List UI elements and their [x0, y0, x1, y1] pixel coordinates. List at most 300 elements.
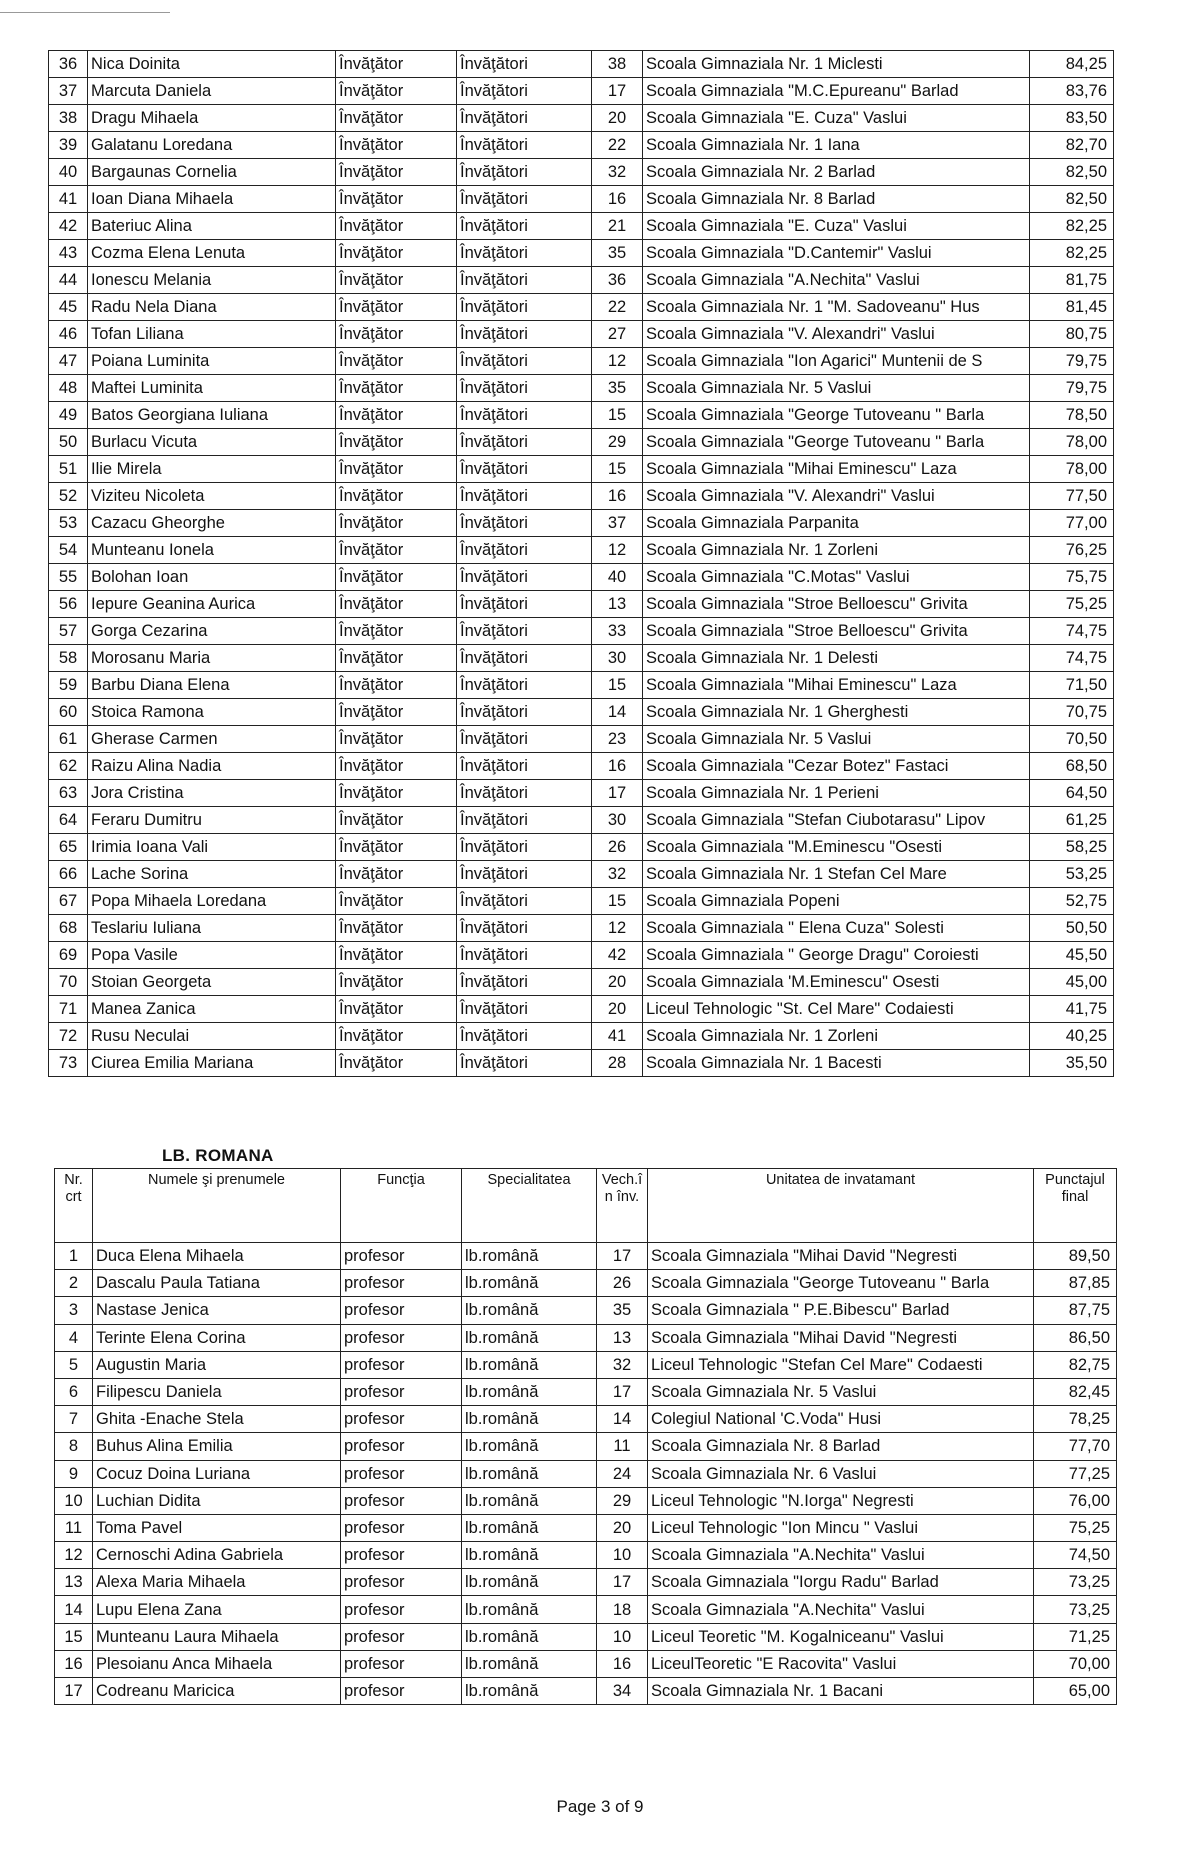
cell-score: 74,50	[1034, 1542, 1117, 1569]
cell-seniority: 35	[597, 1297, 648, 1324]
table-row	[55, 1623, 1117, 1650]
cell-seniority: 20	[592, 969, 643, 996]
cell-name: Tofan Liliana	[88, 321, 336, 348]
table-row	[55, 1351, 1117, 1378]
cell-score: 75,25	[1034, 1514, 1117, 1541]
cell-seniority: 38	[592, 51, 643, 78]
cell-specialty: Învăţători	[457, 267, 592, 294]
cell-name: Galatanu Loredana	[88, 132, 336, 159]
cell-nr: 54	[49, 537, 88, 564]
cell-seniority: 15	[592, 672, 643, 699]
cell-function: Învăţător	[336, 321, 457, 348]
cell-function: Învăţător	[336, 186, 457, 213]
cell-name: Poiana Luminita	[88, 348, 336, 375]
cell-seniority: 13	[597, 1324, 648, 1351]
cell-seniority: 21	[592, 213, 643, 240]
cell-seniority: 12	[592, 348, 643, 375]
cell-score: 73,25	[1034, 1569, 1117, 1596]
cell-function: profesor	[341, 1650, 462, 1677]
cell-school: Scoala Gimnaziala "Ion Agarici" Muntenii de S	[643, 348, 1030, 375]
cell-school: Scoala Gimnaziala "D.Cantemir" Vaslui	[643, 240, 1030, 267]
cell-specialty: lb.română	[462, 1460, 597, 1487]
table-row	[49, 294, 1114, 321]
cell-nr: 44	[49, 267, 88, 294]
cell-seniority: 14	[592, 699, 643, 726]
cell-seniority: 26	[592, 834, 643, 861]
table-row	[49, 996, 1114, 1023]
cell-seniority: 17	[597, 1243, 648, 1270]
cell-seniority: 10	[597, 1623, 648, 1650]
cell-seniority: 22	[592, 294, 643, 321]
table-row	[49, 456, 1114, 483]
cell-name: Jora Cristina	[88, 780, 336, 807]
cell-seniority: 30	[592, 645, 643, 672]
cell-specialty: Învăţători	[457, 348, 592, 375]
table-row	[49, 186, 1114, 213]
cell-seniority: 26	[597, 1270, 648, 1297]
cell-school: Scoala Gimnaziala "Stroe Belloescu" Grivita	[643, 618, 1030, 645]
cell-seniority: 14	[597, 1406, 648, 1433]
cell-name: Popa Vasile	[88, 942, 336, 969]
table-row	[55, 1678, 1117, 1705]
cell-seniority: 16	[597, 1650, 648, 1677]
cell-specialty: Învăţători	[457, 51, 592, 78]
cell-score: 58,25	[1030, 834, 1114, 861]
cell-score: 76,00	[1034, 1487, 1117, 1514]
cell-function: profesor	[341, 1270, 462, 1297]
cell-specialty: lb.română	[462, 1569, 597, 1596]
cell-name: Codreanu Maricica	[93, 1678, 341, 1705]
cell-score: 79,75	[1030, 348, 1114, 375]
cell-score: 82,70	[1030, 132, 1114, 159]
table-row	[49, 510, 1114, 537]
cell-specialty: Învăţători	[457, 861, 592, 888]
cell-nr: 61	[49, 726, 88, 753]
cell-school: Scoala Gimnaziala 'M.Eminescu" Osesti	[643, 969, 1030, 996]
teachers-ranking-table	[48, 50, 1114, 1077]
cell-score: 53,25	[1030, 861, 1114, 888]
cell-name: Iepure Geanina Aurica	[88, 591, 336, 618]
table-row	[49, 780, 1114, 807]
cell-name: Nastase Jenica	[93, 1297, 341, 1324]
header-seniority: Vech.î n înv.	[597, 1169, 648, 1243]
cell-score: 84,25	[1030, 51, 1114, 78]
cell-school: Liceul Tehnologic "St. Cel Mare" Codaiesti	[643, 996, 1030, 1023]
cell-function: profesor	[341, 1487, 462, 1514]
cell-school: Scoala Gimnaziala "George Tutoveanu " Barla	[643, 429, 1030, 456]
cell-seniority: 32	[597, 1351, 648, 1378]
cell-function: Învăţător	[336, 645, 457, 672]
cell-function: Învăţător	[336, 726, 457, 753]
table-row	[49, 861, 1114, 888]
cell-score: 71,50	[1030, 672, 1114, 699]
cell-seniority: 33	[592, 618, 643, 645]
cell-seniority: 16	[592, 186, 643, 213]
cell-nr: 72	[49, 1023, 88, 1050]
cell-name: Alexa Maria Mihaela	[93, 1569, 341, 1596]
cell-name: Plesoianu Anca Mihaela	[93, 1650, 341, 1677]
cell-nr: 8	[55, 1433, 93, 1460]
cell-specialty: lb.română	[462, 1542, 597, 1569]
cell-school: Scoala Gimnaziala Nr. 1 "M. Sadoveanu" Hus	[643, 294, 1030, 321]
table-row	[55, 1596, 1117, 1623]
cell-school: Scoala Gimnaziala Nr. 1 Bacani	[648, 1678, 1034, 1705]
header-nr-crt: Nr. crt	[55, 1169, 93, 1243]
cell-nr: 57	[49, 618, 88, 645]
cell-score: 61,25	[1030, 807, 1114, 834]
cell-function: Învăţător	[336, 375, 457, 402]
cell-nr: 3	[55, 1297, 93, 1324]
cell-seniority: 10	[597, 1542, 648, 1569]
cell-specialty: lb.română	[462, 1324, 597, 1351]
cell-score: 81,75	[1030, 267, 1114, 294]
cell-school: Scoala Gimnaziala "Mihai David "Negresti	[648, 1324, 1034, 1351]
cell-score: 50,50	[1030, 915, 1114, 942]
cell-seniority: 29	[592, 429, 643, 456]
teachers-ranking-body	[49, 51, 1114, 1077]
cell-specialty: Învăţători	[457, 699, 592, 726]
table-row	[55, 1487, 1117, 1514]
table-row	[55, 1542, 1117, 1569]
cell-school: Scoala Gimnaziala "V. Alexandri" Vaslui	[643, 483, 1030, 510]
cell-score: 78,00	[1030, 429, 1114, 456]
cell-school: Scoala Gimnaziala "A.Nechita" Vaslui	[648, 1596, 1034, 1623]
cell-name: Feraru Dumitru	[88, 807, 336, 834]
cell-score: 68,50	[1030, 753, 1114, 780]
cell-score: 77,50	[1030, 483, 1114, 510]
table-row	[49, 429, 1114, 456]
cell-specialty: lb.română	[462, 1623, 597, 1650]
page-number: Page 3 of 9	[556, 1797, 644, 1816]
table-row	[49, 915, 1114, 942]
cell-score: 78,00	[1030, 456, 1114, 483]
cell-specialty: Învăţători	[457, 726, 592, 753]
cell-nr: 70	[49, 969, 88, 996]
cell-specialty: Învăţători	[457, 186, 592, 213]
table-row	[49, 348, 1114, 375]
cell-specialty: Învăţători	[457, 402, 592, 429]
cell-school: Scoala Gimnaziala "Cezar Botez" Fastaci	[643, 753, 1030, 780]
cell-specialty: lb.română	[462, 1351, 597, 1378]
cell-score: 70,50	[1030, 726, 1114, 753]
table-row	[49, 699, 1114, 726]
cell-seniority: 18	[597, 1596, 648, 1623]
cell-name: Ilie Mirela	[88, 456, 336, 483]
cell-name: Duca Elena Mihaela	[93, 1243, 341, 1270]
cell-name: Terinte Elena Corina	[93, 1324, 341, 1351]
cell-function: Învăţător	[336, 78, 457, 105]
cell-nr: 1	[55, 1243, 93, 1270]
cell-nr: 16	[55, 1650, 93, 1677]
cell-function: profesor	[341, 1514, 462, 1541]
table-row	[49, 159, 1114, 186]
cell-seniority: 27	[592, 321, 643, 348]
cell-seniority: 41	[592, 1023, 643, 1050]
cell-seniority: 34	[597, 1678, 648, 1705]
cell-school: Scoala Gimnaziala Nr. 1 Bacesti	[643, 1050, 1030, 1077]
cell-score: 45,00	[1030, 969, 1114, 996]
cell-score: 81,45	[1030, 294, 1114, 321]
cell-function: Învăţător	[336, 942, 457, 969]
cell-name: Ioan Diana Mihaela	[88, 186, 336, 213]
cell-nr: 68	[49, 915, 88, 942]
cell-function: profesor	[341, 1542, 462, 1569]
cell-function: profesor	[341, 1324, 462, 1351]
cell-name: Batos Georgiana Iuliana	[88, 402, 336, 429]
cell-nr: 52	[49, 483, 88, 510]
cell-name: Nica Doinita	[88, 51, 336, 78]
cell-name: Gherase Carmen	[88, 726, 336, 753]
cell-specialty: lb.română	[462, 1406, 597, 1433]
cell-specialty: Învăţători	[457, 807, 592, 834]
cell-school: Scoala Gimnaziala "A.Nechita" Vaslui	[648, 1542, 1034, 1569]
cell-score: 82,50	[1030, 186, 1114, 213]
table-row	[49, 807, 1114, 834]
cell-school: Scoala Gimnaziala "E. Cuza" Vaslui	[643, 213, 1030, 240]
cell-score: 83,50	[1030, 105, 1114, 132]
cell-name: Barbu Diana Elena	[88, 672, 336, 699]
cell-function: profesor	[341, 1406, 462, 1433]
table-row	[49, 591, 1114, 618]
cell-seniority: 16	[592, 483, 643, 510]
cell-school: Scoala Gimnaziala Nr. 5 Vaslui	[643, 726, 1030, 753]
cell-specialty: Învăţători	[457, 834, 592, 861]
cell-name: Popa Mihaela Loredana	[88, 888, 336, 915]
cell-function: Învăţător	[336, 1050, 457, 1077]
cell-school: Scoala Gimnaziala "V. Alexandri" Vaslui	[643, 321, 1030, 348]
cell-seniority: 13	[592, 591, 643, 618]
cell-nr: 64	[49, 807, 88, 834]
cell-specialty: Învăţători	[457, 429, 592, 456]
cell-specialty: Învăţători	[457, 78, 592, 105]
cell-school: Scoala Gimnaziala Nr. 5 Vaslui	[648, 1378, 1034, 1405]
cell-function: Învăţător	[336, 105, 457, 132]
cell-nr: 36	[49, 51, 88, 78]
cell-name: Lache Sorina	[88, 861, 336, 888]
table-row	[49, 132, 1114, 159]
cell-seniority: 20	[592, 996, 643, 1023]
cell-name: Stoica Ramona	[88, 699, 336, 726]
cell-seniority: 12	[592, 537, 643, 564]
cell-name: Cozma Elena Lenuta	[88, 240, 336, 267]
table-row	[49, 375, 1114, 402]
cell-seniority: 15	[592, 402, 643, 429]
cell-specialty: Învăţători	[457, 888, 592, 915]
cell-specialty: Învăţători	[457, 969, 592, 996]
cell-specialty: Învăţători	[457, 591, 592, 618]
table-row	[55, 1270, 1117, 1297]
cell-function: Învăţător	[336, 213, 457, 240]
cell-function: Învăţător	[336, 699, 457, 726]
cell-function: Învăţător	[336, 834, 457, 861]
cell-nr: 42	[49, 213, 88, 240]
cell-name: Munteanu Ionela	[88, 537, 336, 564]
cell-specialty: Învăţători	[457, 510, 592, 537]
cell-nr: 65	[49, 834, 88, 861]
cell-score: 78,25	[1034, 1406, 1117, 1433]
cell-name: Lupu Elena Zana	[93, 1596, 341, 1623]
cell-score: 82,25	[1030, 240, 1114, 267]
cell-seniority: 24	[597, 1460, 648, 1487]
cell-seniority: 36	[592, 267, 643, 294]
cell-nr: 51	[49, 456, 88, 483]
cell-specialty: Învăţători	[457, 915, 592, 942]
table-row	[49, 1023, 1114, 1050]
cell-school: Scoala Gimnaziala " George Dragu" Coroiesti	[643, 942, 1030, 969]
cell-score: 86,50	[1034, 1324, 1117, 1351]
cell-specialty: Învăţători	[457, 1050, 592, 1077]
cell-function: Învăţător	[336, 915, 457, 942]
cell-specialty: lb.română	[462, 1514, 597, 1541]
cell-nr: 37	[49, 78, 88, 105]
cell-nr: 67	[49, 888, 88, 915]
cell-nr: 5	[55, 1351, 93, 1378]
cell-score: 70,00	[1034, 1650, 1117, 1677]
table-row	[55, 1460, 1117, 1487]
cell-school: Liceul Tehnologic "Ion Mincu " Vaslui	[648, 1514, 1034, 1541]
cell-specialty: Învăţători	[457, 105, 592, 132]
table-row	[49, 672, 1114, 699]
table-row	[55, 1569, 1117, 1596]
cell-function: Învăţător	[336, 780, 457, 807]
cell-nr: 40	[49, 159, 88, 186]
table-row	[55, 1433, 1117, 1460]
cell-nr: 14	[55, 1596, 93, 1623]
cell-specialty: Învăţători	[457, 753, 592, 780]
cell-specialty: Învăţători	[457, 942, 592, 969]
cell-name: Marcuta Daniela	[88, 78, 336, 105]
cell-nr: 9	[55, 1460, 93, 1487]
cell-specialty: Învăţători	[457, 537, 592, 564]
cell-specialty: Învăţători	[457, 456, 592, 483]
cell-name: Augustin Maria	[93, 1351, 341, 1378]
cell-school: Scoala Gimnaziala "Mihai David "Negresti	[648, 1243, 1034, 1270]
cell-seniority: 17	[592, 780, 643, 807]
cell-name: Cocuz Doina Luriana	[93, 1460, 341, 1487]
table-row	[49, 942, 1114, 969]
cell-nr: 47	[49, 348, 88, 375]
cell-function: Învăţător	[336, 348, 457, 375]
cell-function: Învăţător	[336, 429, 457, 456]
cell-function: profesor	[341, 1297, 462, 1324]
cell-name: Buhus Alina Emilia	[93, 1433, 341, 1460]
header-function: Funcţia	[341, 1169, 462, 1243]
cell-score: 71,25	[1034, 1623, 1117, 1650]
table-row	[49, 618, 1114, 645]
table-row	[55, 1243, 1117, 1270]
cell-specialty: Învăţători	[457, 672, 592, 699]
cell-nr: 56	[49, 591, 88, 618]
table-header-row	[55, 1169, 1117, 1243]
cell-name: Cernoschi Adina Gabriela	[93, 1542, 341, 1569]
cell-school: Liceul Tehnologic "Stefan Cel Mare" Codaesti	[648, 1351, 1034, 1378]
table-row	[49, 888, 1114, 915]
cell-seniority: 17	[597, 1378, 648, 1405]
cell-score: 77,70	[1034, 1433, 1117, 1460]
cell-specialty: lb.română	[462, 1596, 597, 1623]
cell-seniority: 28	[592, 1050, 643, 1077]
cell-specialty: Învăţători	[457, 213, 592, 240]
cell-nr: 66	[49, 861, 88, 888]
cell-name: Stoian Georgeta	[88, 969, 336, 996]
cell-function: Învăţător	[336, 537, 457, 564]
cell-nr: 62	[49, 753, 88, 780]
table-row	[55, 1650, 1117, 1677]
cell-function: Învăţător	[336, 159, 457, 186]
cell-function: Învăţător	[336, 672, 457, 699]
cell-specialty: lb.română	[462, 1378, 597, 1405]
cell-specialty: lb.română	[462, 1650, 597, 1677]
cell-seniority: 35	[592, 375, 643, 402]
cell-nr: 6	[55, 1378, 93, 1405]
cell-seniority: 20	[592, 105, 643, 132]
table-row	[55, 1514, 1117, 1541]
cell-seniority: 12	[592, 915, 643, 942]
romanian-teachers-table	[54, 1168, 1117, 1705]
cell-nr: 11	[55, 1514, 93, 1541]
cell-function: profesor	[341, 1569, 462, 1596]
cell-function: Învăţător	[336, 267, 457, 294]
table-row	[55, 1406, 1117, 1433]
cell-school: Scoala Gimnaziala Nr. 1 Zorleni	[643, 1023, 1030, 1050]
cell-score: 82,45	[1034, 1378, 1117, 1405]
cell-score: 89,50	[1034, 1243, 1117, 1270]
cell-name: Gorga Cezarina	[88, 618, 336, 645]
cell-specialty: Învăţători	[457, 564, 592, 591]
table-row	[49, 267, 1114, 294]
cell-specialty: Învăţători	[457, 483, 592, 510]
cell-seniority: 30	[592, 807, 643, 834]
cell-school: Liceul Teoretic "M. Kogalniceanu" Vaslui	[648, 1623, 1034, 1650]
cell-nr: 60	[49, 699, 88, 726]
cell-score: 64,50	[1030, 780, 1114, 807]
cell-specialty: lb.română	[462, 1433, 597, 1460]
cell-school: Colegiul National 'C.Voda" Husi	[648, 1406, 1034, 1433]
table-row	[49, 51, 1114, 78]
cell-school: Scoala Gimnaziala "Stefan Ciubotarasu" Lipov	[643, 807, 1030, 834]
cell-score: 41,75	[1030, 996, 1114, 1023]
cell-nr: 49	[49, 402, 88, 429]
table-row	[49, 834, 1114, 861]
cell-seniority: 17	[592, 78, 643, 105]
cell-specialty: Învăţători	[457, 1023, 592, 1050]
cell-nr: 15	[55, 1623, 93, 1650]
cell-school: Scoala Gimnaziala "Mihai Eminescu" Laza	[643, 456, 1030, 483]
cell-name: Manea Zanica	[88, 996, 336, 1023]
header-school: Unitatea de invatamant	[648, 1169, 1034, 1243]
cell-name: Burlacu Vicuta	[88, 429, 336, 456]
cell-score: 45,50	[1030, 942, 1114, 969]
cell-score: 82,50	[1030, 159, 1114, 186]
cell-nr: 7	[55, 1406, 93, 1433]
cell-seniority: 15	[592, 456, 643, 483]
cell-name: Irimia Ioana Vali	[88, 834, 336, 861]
cell-school: Liceul Tehnologic "N.Iorga" Negresti	[648, 1487, 1034, 1514]
cell-seniority: 32	[592, 159, 643, 186]
cell-function: Învăţător	[336, 564, 457, 591]
cell-school: Scoala Gimnaziala "George Tutoveanu " Barla	[648, 1270, 1034, 1297]
cell-specialty: Învăţători	[457, 159, 592, 186]
cell-nr: 38	[49, 105, 88, 132]
cell-function: Învăţător	[336, 294, 457, 321]
cell-function: Învăţător	[336, 402, 457, 429]
cell-score: 78,50	[1030, 402, 1114, 429]
cell-function: profesor	[341, 1678, 462, 1705]
cell-name: Rusu Neculai	[88, 1023, 336, 1050]
cell-seniority: 20	[597, 1514, 648, 1541]
table-row	[49, 753, 1114, 780]
cell-name: Luchian Didita	[93, 1487, 341, 1514]
